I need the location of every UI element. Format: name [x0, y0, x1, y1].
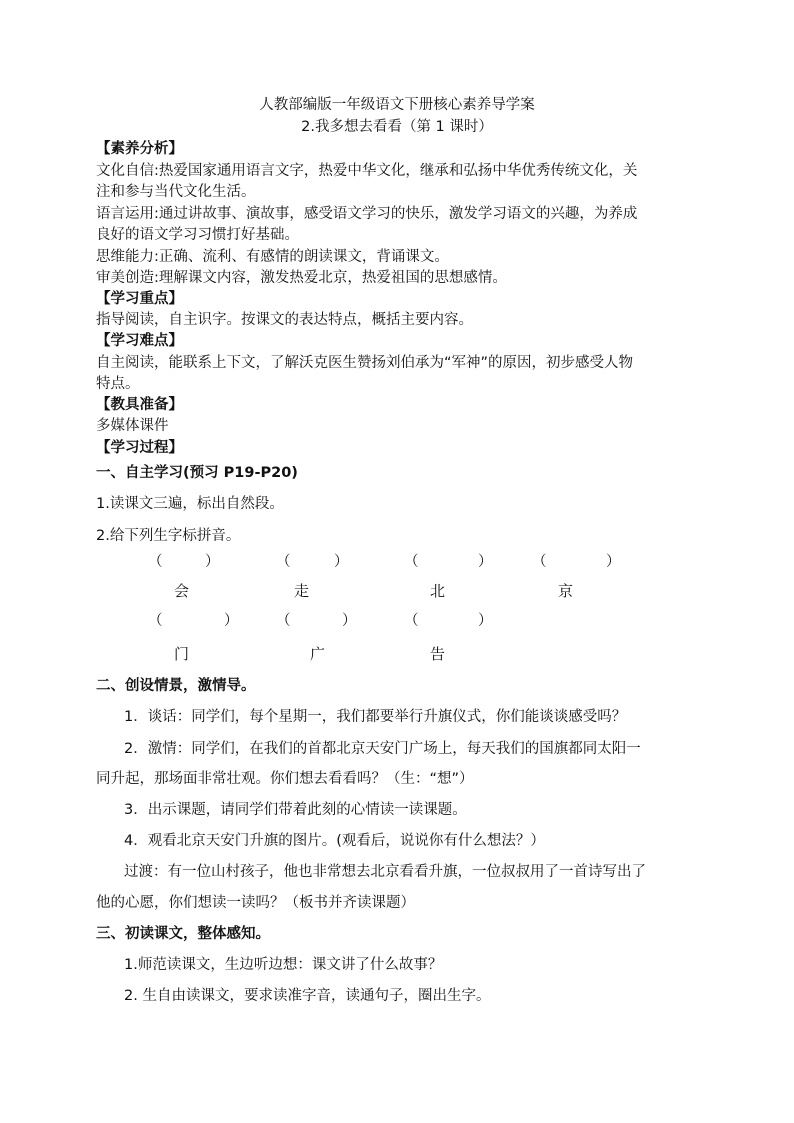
document-subtitle: 2.我多想去看看（第 1 课时） [301, 119, 493, 135]
pinyin-blank-open: （ [148, 554, 163, 570]
document-title: 人教部编版一年级语文下册核心素养导学案 [259, 97, 535, 113]
part1-item: 1.读课文三遍，标出自然段。 [96, 496, 284, 512]
part1-item: 2.给下列生字标拼音。 [96, 528, 241, 544]
pinyin-blank-open: （ [276, 613, 291, 629]
part1-heading: 一、自主学习(预习 P19-P20) [96, 465, 298, 481]
difficult-points-text: 自主阅读，能联系上下文，了解沃克医生赞扬刘伯承为“军神”的原因，初步感受人物 [96, 355, 634, 371]
pinyin-blanks-row [0, 549, 794, 575]
part2-transition: 过渡：有一位山村孩子，他也非常想去北京看看升旗，一位叔叔用了一首诗写出了 [124, 864, 646, 880]
pinyin-blank-close: ） [334, 554, 349, 570]
literacy-line: 思维能力:正确、流利、有感情的朗读课文，背诵课文。 [96, 249, 449, 265]
pinyin-blank-close: ） [478, 613, 493, 629]
part2-heading: 二、创设情景，激情导。 [96, 678, 256, 694]
part2-item: 1．谈话：同学们，每个星期一，我们都要举行升旗仪式，你们能谈谈感受吗？ [124, 709, 627, 725]
pinyin-blanks-row [0, 608, 794, 634]
literacy-line: 审美创造:理解课文内容，激发热爱北京，热爱祖国的思想感情。 [96, 270, 507, 286]
process-heading: 【学习过程】 [96, 440, 183, 456]
pinyin-blank-close: ） [224, 613, 239, 629]
literacy-line: 注和参与当代文化生活。 [96, 184, 256, 200]
key-points-heading: 【学习重点】 [96, 291, 183, 307]
difficult-points-heading: 【学习难点】 [96, 333, 183, 349]
difficult-points-text: 特点。 [96, 376, 140, 392]
part3-heading: 三、初读课文，整体感知。 [96, 926, 270, 942]
part2-item: 3．出示课题，请同学们带着此刻的心情读一读课题。 [124, 802, 467, 818]
literacy-line: 良好的语文学习习惯打好基础。 [96, 227, 299, 243]
preparation-heading: 【教具准备】 [96, 397, 183, 413]
pinyin-blank-close: ） [342, 613, 357, 629]
pinyin-blank-open: （ [148, 613, 163, 629]
pinyin-blank-open: （ [404, 554, 419, 570]
chinese-character: 广 [310, 645, 326, 663]
literacy-line: 语言运用:通过讲故事、演故事，感受语文学习的快乐，激发学习语文的兴趣，为养成 [96, 206, 638, 222]
part3-item: 1.师范读课文，生边听边想：课文讲了什么故事？ [124, 957, 443, 973]
part2-item: 2．激情：同学们，在我们的首都北京天安门广场上，每天我们的国旗都同太阳一 [124, 741, 641, 757]
pinyin-blank-open: （ [404, 613, 419, 629]
part2-item-continued: 同升起，那场面非常壮观。你们想去看看吗？（生：“想”） [96, 771, 474, 787]
chinese-characters-row [0, 640, 794, 668]
chinese-characters-row [0, 577, 794, 605]
pinyin-blank-close: ） [205, 554, 220, 570]
chinese-character: 京 [558, 582, 574, 600]
pinyin-blank-open: （ [276, 554, 291, 570]
part3-item: 2. 生自由读课文，要求读准字音，读通句子，圈出生字。 [124, 988, 491, 1004]
key-points-text: 指导阅读，自主识字。按课文的表达特点，概括主要内容。 [96, 312, 473, 328]
literacy-heading: 【素养分析】 [96, 141, 183, 157]
chinese-character: 会 [174, 582, 190, 600]
pinyin-blank-close: ） [606, 554, 621, 570]
chinese-character: 走 [294, 582, 310, 600]
part2-item: 4．观看北京天安门升旗的图片。(观看后，说说你有什么想法？） [124, 833, 545, 849]
chinese-character: 告 [430, 645, 446, 663]
pinyin-blank-close: ） [478, 554, 493, 570]
preparation-text: 多媒体课件 [96, 418, 169, 434]
literacy-line: 文化自信:热爱国家通用语言文字，热爱中华文化，继承和弘扬中华优秀传统文化，关 [96, 163, 638, 179]
chinese-character: 门 [174, 645, 190, 663]
pinyin-blank-open: （ [532, 554, 547, 570]
part2-transition-continued: 他的心愿，你们想读一读吗？（板书并齐读课题） [96, 895, 415, 911]
chinese-character: 北 [430, 582, 446, 600]
